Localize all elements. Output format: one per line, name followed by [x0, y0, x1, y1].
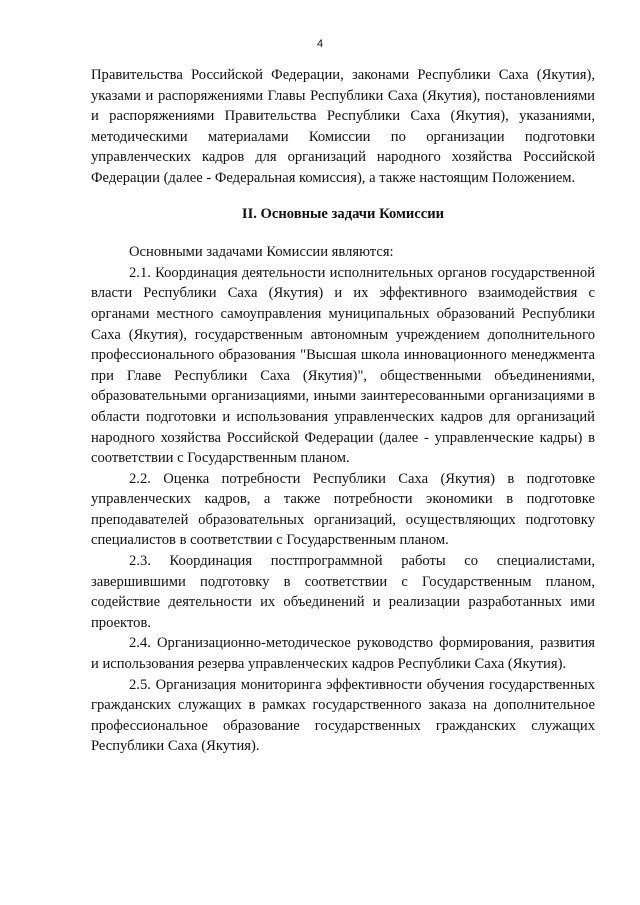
item-2-4: 2.4. Организационно-методическое руководство формирования, развития и использования резерва управленческих кадров Республики Саха (Якутия). — [91, 635, 595, 673]
document-body — [91, 65, 595, 757]
page-number: 4 — [316, 38, 324, 50]
item-2-3: 2.3. Координация постпрограммной работы со специалистами, завершившими подготовку в соответствии с Государственным планом, содействие деятельности их объединений и реализации разработанных ими проектов. — [91, 553, 595, 631]
item-2-5: 2.5. Организация мониторинга эффективности обучения государственных гражданских служащих в рамках государственного заказа на дополнительное профессиональное образование государственных гражданских служащих Республики Саха (Якутия). — [91, 676, 595, 755]
item-2-2: 2.2. Оценка потребности Республики Саха (Якутия) в подготовке управленческих кадров, а также потребности экономики в подготовке преподавателей образовательных организаций, осуществляющих подготовку специалистов в соответствии с Государственным планом. — [91, 470, 595, 549]
intro-paragraph: Правительства Российской Федерации, законами Республики Саха (Якутия), указами и распоряжениями Главы Республики Саха (Якутия), постановлениями и распоряжениями Правительства Республики Саха (Якутия), указаниями, методическими материалами Комиссии по организации подготовки управленческих кадров для организаций народного хозяйства Российской Федерации (далее - Федеральная комиссия), а также настоящим Положением. — [91, 67, 595, 186]
section-lead: Основными задачами Комиссии являются: — [129, 244, 394, 261]
item-2-1: 2.1. Координация деятельности исполнительных органов государственной власти Республики Саха (Якутия) и их эффективного взаимодействия с органами местного самоуправления муниципальных образований Республики Саха (Якутия), государственным автономным учреждением дополнительного профессионального образования "Высшая школа инновационного менеджмента при Главе Республики Саха (Якутия)", общественными объединениями, образовательными организациями, иными заинтересованными организациями в области подготовки и использования управленческих кадров для организаций народного хозяйства Российской Федерации (далее - управленческие кадры) в соответствии с Государственным планом. — [91, 264, 595, 467]
section-heading: II. Основные задачи Комиссии — [241, 205, 445, 222]
